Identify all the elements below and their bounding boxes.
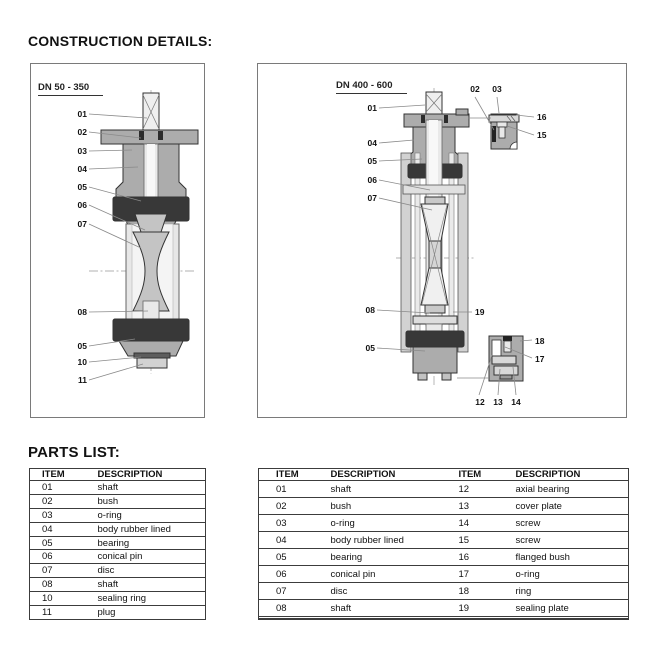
table-row xyxy=(30,564,206,578)
callout-05: 05 xyxy=(77,182,87,192)
table-header-row xyxy=(30,469,206,481)
table-cell xyxy=(499,618,629,619)
table-row xyxy=(259,566,629,583)
table-cell: shaft xyxy=(85,481,206,495)
callout-01: 01 xyxy=(77,109,87,119)
table-cell: screw xyxy=(499,532,629,549)
table-row xyxy=(30,522,206,536)
cover-plate xyxy=(494,366,518,375)
callout-12: 12 xyxy=(475,397,485,407)
table-cell: o-ring xyxy=(499,566,629,583)
table-cell: cover plate xyxy=(499,498,629,515)
table-cell: conical pin xyxy=(85,550,206,564)
shaft-top xyxy=(426,92,442,114)
callout-02: 02 xyxy=(470,84,480,94)
screw-head xyxy=(503,336,512,341)
callout-15: 15 xyxy=(537,130,547,140)
column-header-item: ITEM xyxy=(259,469,314,481)
table-cell: 10 xyxy=(30,592,85,606)
dn-range-label-right: DN 400 - 600 xyxy=(336,80,407,94)
body-wall-left xyxy=(401,153,411,352)
o-ring-top xyxy=(444,115,448,123)
table-row xyxy=(30,494,206,508)
o-ring-detail xyxy=(492,126,496,142)
table-row xyxy=(30,606,206,620)
bottom-bolt-left xyxy=(418,373,427,380)
table-row xyxy=(30,481,206,495)
table-header-row xyxy=(259,469,629,481)
table-cell: disc xyxy=(314,583,442,600)
table-cell xyxy=(442,618,499,619)
table-row xyxy=(30,578,206,592)
plug xyxy=(137,358,167,368)
table-cell: 01 xyxy=(259,481,314,498)
table-cell: 03 xyxy=(259,515,314,532)
bearing-seal-band-bottom xyxy=(406,331,464,347)
table-row xyxy=(259,532,629,549)
column-header-description: DESCRIPTION xyxy=(85,469,206,481)
table-cell: 06 xyxy=(259,566,314,583)
valve-cross-section-dn400-600 xyxy=(258,64,626,417)
callout-04: 04 xyxy=(77,164,87,174)
shaft-top xyxy=(143,93,159,131)
table-cell: body rubber lined xyxy=(85,522,206,536)
table-row xyxy=(30,592,206,606)
bush xyxy=(139,131,144,140)
callout-07: 07 xyxy=(367,193,377,203)
table-cell: 19 xyxy=(442,600,499,617)
table-row xyxy=(259,515,629,532)
table-cell: 16 xyxy=(442,549,499,566)
table-cell: screw xyxy=(499,515,629,532)
sealing-plate xyxy=(413,316,457,324)
callout-05: 05 xyxy=(367,156,377,166)
table-cell: body rubber lined xyxy=(314,532,442,549)
callout-18: 18 xyxy=(535,336,545,346)
table-row xyxy=(259,600,629,617)
table-cell: plug xyxy=(85,606,206,620)
callout-13: 13 xyxy=(493,397,503,407)
table-cell: 07 xyxy=(259,583,314,600)
column-header-description: DESCRIPTION xyxy=(314,469,442,481)
bottom-bolt-right xyxy=(442,373,451,380)
table-cell: 02 xyxy=(259,498,314,515)
callout-16: 16 xyxy=(537,112,547,122)
table-cell: bearing xyxy=(85,536,206,550)
table-row xyxy=(30,508,206,522)
table-cell: flanged bush xyxy=(499,549,629,566)
table-cell: 14 xyxy=(442,515,499,532)
table-cell xyxy=(314,618,442,619)
table-cell: 08 xyxy=(259,600,314,617)
parts-table-left xyxy=(29,468,206,620)
bearing-seal-band-bottom xyxy=(113,319,189,341)
detail-inset-top xyxy=(489,114,519,149)
bush xyxy=(421,115,425,123)
table-cell: 05 xyxy=(30,536,85,550)
table-cell: shaft xyxy=(85,578,206,592)
table-cell: ring xyxy=(499,583,629,600)
table-cell: sealing plate xyxy=(499,600,629,617)
table-cell: 08 xyxy=(30,578,85,592)
callout-03: 03 xyxy=(77,146,87,156)
callout-08: 08 xyxy=(77,307,87,317)
detail-inset-bottom xyxy=(489,336,523,381)
table-cell: 07 xyxy=(30,564,85,578)
column-header-item-2: ITEM xyxy=(442,469,499,481)
body-wall-right xyxy=(458,153,468,352)
parts-list-heading: PARTS LIST: xyxy=(28,444,120,461)
callout-04: 04 xyxy=(367,138,377,148)
callout-05b: 05 xyxy=(77,341,87,351)
valve-drawing-right xyxy=(396,88,523,386)
o-ring-top xyxy=(158,131,163,140)
callout-06: 06 xyxy=(77,200,87,210)
table-row xyxy=(30,550,206,564)
table-cell: sealing ring xyxy=(85,592,206,606)
table-cell: disc xyxy=(85,564,206,578)
table-cell: conical pin xyxy=(314,566,442,583)
callout-01: 01 xyxy=(367,103,377,113)
table-cell: 15 xyxy=(442,532,499,549)
table-cell: 12 xyxy=(442,481,499,498)
table-row xyxy=(259,481,629,498)
table-cell: 18 xyxy=(442,583,499,600)
callout-19: 19 xyxy=(475,307,485,317)
screw-head xyxy=(497,122,507,127)
table-cell: shaft xyxy=(314,481,442,498)
table-cell: 01 xyxy=(30,481,85,495)
valve-drawing-left xyxy=(89,90,198,374)
table-row xyxy=(259,618,629,619)
table-cell: 06 xyxy=(30,550,85,564)
callout-11: 11 xyxy=(78,375,87,385)
table-cell: 04 xyxy=(30,522,85,536)
top-flange xyxy=(101,130,198,144)
callout-05b: 05 xyxy=(365,343,375,353)
parts-table-right xyxy=(258,468,629,620)
table-cell: axial bearing xyxy=(499,481,629,498)
valve-cross-section-dn50-350 xyxy=(31,64,204,417)
table-cell: bush xyxy=(85,494,206,508)
table-cell: bush xyxy=(314,498,442,515)
callout-17: 17 xyxy=(535,354,545,364)
screw xyxy=(499,127,505,138)
callout-07: 07 xyxy=(77,219,87,229)
diagram-panel-dn50-350 xyxy=(30,63,205,418)
table-cell: o-ring xyxy=(85,508,206,522)
table-row xyxy=(30,536,206,550)
table-cell: o-ring xyxy=(314,515,442,532)
callout-03: 03 xyxy=(492,84,502,94)
table-cell: 02 xyxy=(30,494,85,508)
callout-06: 06 xyxy=(367,175,377,185)
callout-02: 02 xyxy=(77,127,87,137)
disc xyxy=(421,197,448,313)
screw xyxy=(504,341,511,352)
table-cell: 05 xyxy=(259,549,314,566)
table-row xyxy=(259,549,629,566)
table-cell xyxy=(259,618,314,619)
table-cell: 03 xyxy=(30,508,85,522)
table-cell: 13 xyxy=(442,498,499,515)
table-cell: 11 xyxy=(30,606,85,620)
table-row xyxy=(259,498,629,515)
table-cell: shaft xyxy=(314,600,442,617)
diagram-panel-dn400-600 xyxy=(257,63,627,418)
construction-details-heading: CONSTRUCTION DETAILS: xyxy=(28,33,213,49)
dn-range-label-left: DN 50 - 350 xyxy=(38,82,103,96)
table-row xyxy=(259,583,629,600)
column-header-description-2: DESCRIPTION xyxy=(499,469,629,481)
table-cell: 17 xyxy=(442,566,499,583)
callout-14: 14 xyxy=(511,397,521,407)
table-cell: bearing xyxy=(314,549,442,566)
table-cell: 04 xyxy=(259,532,314,549)
callout-08: 08 xyxy=(365,305,375,315)
disc-hub xyxy=(135,214,167,232)
column-header-item: ITEM xyxy=(30,469,85,481)
flange-step xyxy=(456,109,468,115)
callout-10: 10 xyxy=(77,357,87,367)
